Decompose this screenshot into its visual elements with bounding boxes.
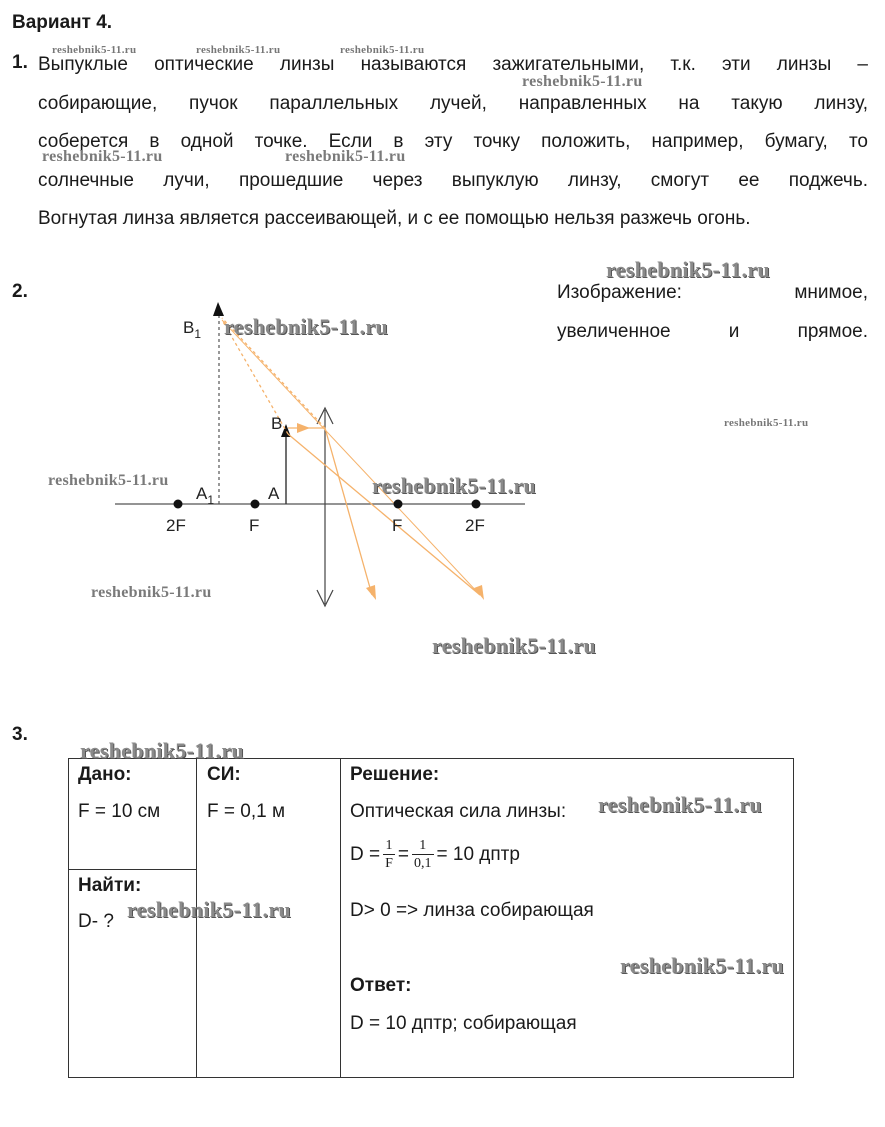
watermark: reshebnik5-11.ru (285, 148, 406, 165)
point-2f-left (174, 500, 183, 509)
task-2-number: 2. (12, 281, 28, 302)
fraction-numerator: 1 (412, 837, 434, 855)
table-divider (69, 869, 196, 870)
point-f-right (394, 500, 403, 509)
watermark: reshebnik5-11.ru (340, 44, 425, 56)
find-header: Найти: (78, 875, 142, 896)
label-b: B (271, 414, 283, 433)
watermark: reshebnik5-11.ru (196, 44, 281, 56)
ray-through-center (288, 434, 480, 595)
ray-refracted (325, 428, 372, 595)
label-b1: $B_1$ (183, 318, 202, 341)
task-1-line: Вогнутая линза является рассеивающей, и с ее помощью нельзя разжечь огонь. (38, 208, 751, 229)
watermark: reshebnik5-11.ru (724, 417, 809, 429)
label-a1: $A_1$ (196, 484, 215, 507)
watermark: reshebnik5-11.ru (606, 257, 770, 282)
watermark: reshebnik5-11.ru (522, 73, 643, 90)
task-1-line: солнечные лучи, прошедшие через выпуклую линзу, смогут ее поджечь. (38, 169, 868, 191)
solution-line: Оптическая сила линзы: (350, 801, 567, 822)
image-description-line: Изображение: мнимое, (557, 282, 868, 303)
label-a: A (268, 484, 280, 503)
fraction-denominator: F (385, 856, 393, 871)
watermark: reshebnik5-11.ru (620, 953, 784, 978)
given-header: Дано: (78, 764, 132, 785)
ray-upper (222, 320, 480, 595)
formula-suffix: = 10 дптр (436, 843, 520, 865)
fraction (383, 837, 395, 872)
point-2f-right (472, 500, 481, 509)
task-1-line: собирающие, пучок параллельных лучей, направленных на такую линзу, (38, 92, 868, 114)
watermark: reshebnik5-11.ru (127, 897, 291, 922)
task-1-number: 1. (12, 52, 28, 73)
fraction (412, 837, 434, 872)
solution-line: D> 0 => линза собирающая (350, 900, 594, 921)
si-value: F = 0,1 м (207, 801, 286, 822)
watermark: reshebnik5-11.ru (91, 584, 212, 601)
ray-arrow-head (366, 585, 376, 600)
task-3-number: 3. (12, 724, 28, 745)
fraction-denominator: 0,1 (414, 856, 432, 871)
watermark: reshebnik5-11.ru (598, 792, 762, 817)
fraction-numerator: 1 (383, 837, 395, 855)
given-value: F = 10 см (78, 801, 161, 822)
task-1-line: соберется в одной точке. Если в эту точку положить, например, бумагу, то (38, 131, 868, 152)
ray-arrow-head (474, 585, 484, 600)
label-f-left: F (249, 516, 260, 535)
ray-arrow-head (297, 423, 310, 433)
watermark: reshebnik5-11.ru (48, 472, 169, 489)
watermark: reshebnik5-11.ru (42, 148, 163, 165)
task-1-line: Выпуклые оптические линзы называются зажигательными, т.к. эти линзы – (38, 54, 868, 75)
si-header: СИ: (207, 764, 241, 785)
label-2f-left: 2F (166, 516, 186, 535)
table-divider (340, 759, 341, 1077)
watermark: reshebnik5-11.ru (372, 473, 536, 498)
watermark: reshebnik5-11.ru (52, 44, 137, 56)
answer-value: D = 10 дптр; собирающая (350, 1013, 577, 1034)
formula-prefix: D = (350, 843, 381, 865)
find-value: D- ? (78, 911, 114, 932)
image-description-line: увеличенное и прямое. (557, 320, 868, 342)
label-f-right: F (392, 516, 403, 535)
page-title: Вариант 4. (12, 12, 113, 33)
answer-header: Ответ: (350, 975, 412, 996)
solution-header: Решение: (350, 764, 440, 785)
image-arrow-head (213, 302, 224, 316)
point-f-left (251, 500, 260, 509)
watermark: reshebnik5-11.ru (224, 314, 388, 339)
formula (350, 837, 520, 872)
label-2f-right: 2F (465, 516, 485, 535)
watermark: reshebnik5-11.ru (432, 633, 596, 658)
formula-equals: = (397, 843, 410, 865)
watermark: reshebnik5-11.ru (80, 738, 244, 763)
